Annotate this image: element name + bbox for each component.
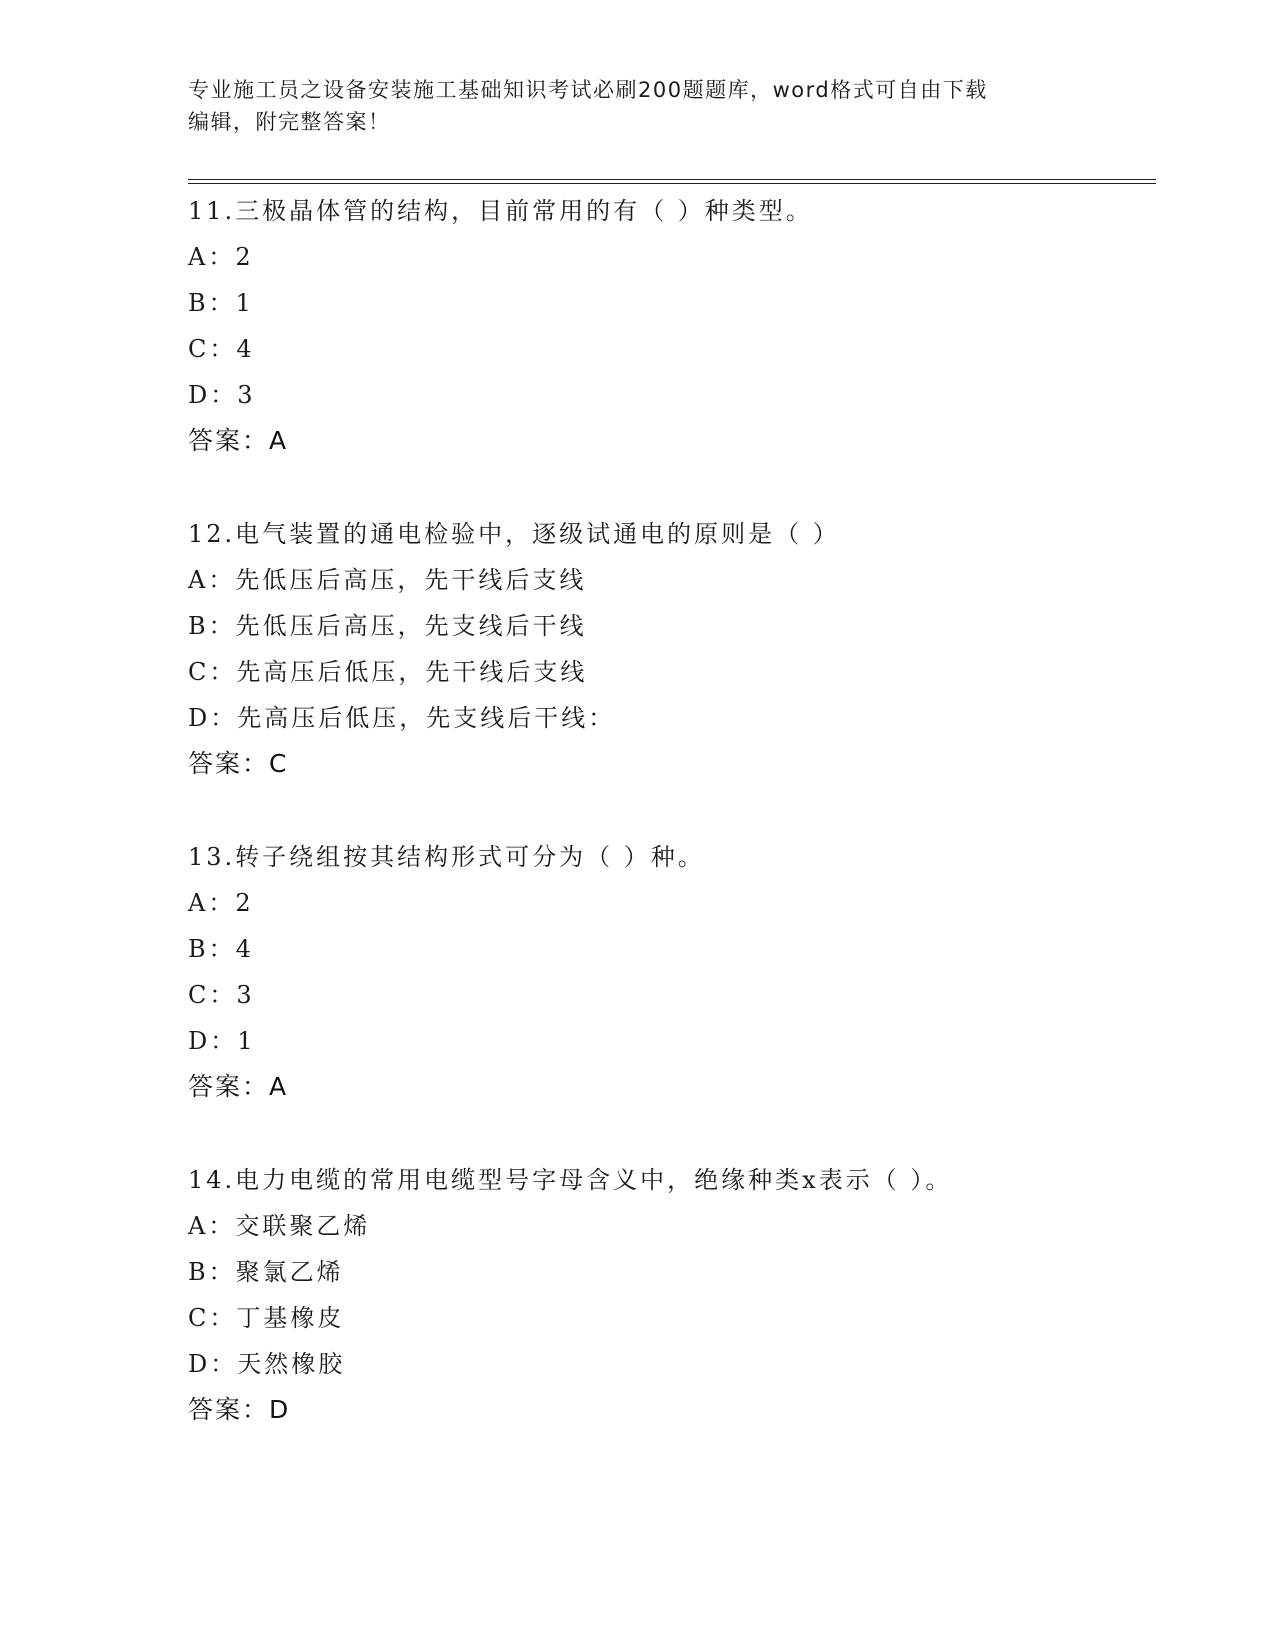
question-13 (188, 834, 1156, 1110)
option-b: B：先低压后高压，先支线后干线 (188, 612, 587, 640)
option-c: C：丁基橡皮 (188, 1304, 345, 1332)
answer-line: 答案：A (188, 1072, 289, 1101)
option-c: C：先高压后低压，先干线后支线 (188, 658, 588, 686)
option-a: A：先低压后高压，先干线后支线 (188, 566, 587, 594)
option-a: A：交联聚乙烯 (188, 1212, 371, 1240)
header-line-1: 专业施工员之设备安装施工基础知识考试必刷200题题库，word格式可自由下载 (188, 78, 988, 102)
question-stem: 13.转子绕组按其结构形式可分为（ ）种。 (188, 843, 705, 871)
header-line-2: 编辑，附完整答案！ (188, 110, 391, 134)
document-header (188, 74, 1088, 138)
option-d: D：1 (188, 1027, 256, 1055)
question-stem: 12.电气装置的通电检验中，逐级试通电的原则是（ ） (188, 520, 840, 548)
option-c: C：3 (188, 981, 255, 1009)
option-c: C：4 (188, 335, 255, 363)
answer-line: 答案：A (188, 426, 289, 455)
question-11 (188, 188, 1156, 464)
option-b: B：聚氯乙烯 (188, 1258, 344, 1286)
question-stem: 14.电力电缆的常用电缆型号字母含义中，绝缘种类x表示（ ）。 (188, 1166, 953, 1194)
header-divider (188, 179, 1156, 184)
question-12 (188, 511, 1156, 787)
question-list (188, 188, 1156, 1480)
question-stem: 11.三极晶体管的结构，目前常用的有（ ）种类型。 (188, 197, 813, 225)
option-b: B：4 (188, 935, 254, 963)
option-d: D：3 (188, 381, 256, 409)
question-14 (188, 1157, 1156, 1433)
answer-line: 答案：C (188, 749, 289, 778)
answer-line: 答案：D (188, 1395, 291, 1424)
option-a: A：2 (188, 243, 254, 271)
option-b: B：1 (188, 289, 254, 317)
option-d: D：天然橡胶 (188, 1350, 346, 1378)
option-d: D：先高压后低压，先支线后干线： (188, 704, 616, 732)
option-a: A：2 (188, 889, 254, 917)
